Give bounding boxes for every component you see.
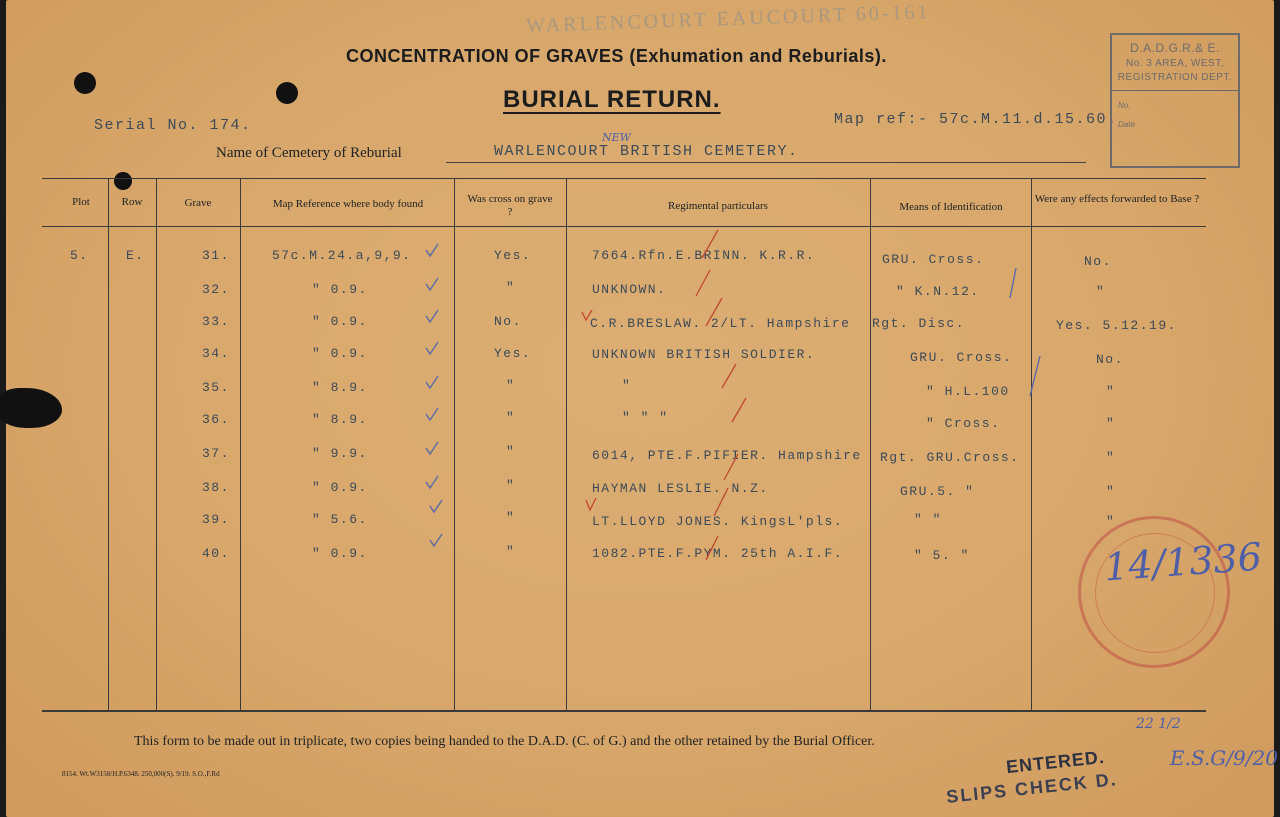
- cell-cross: ": [506, 544, 516, 559]
- cell-effects: ": [1106, 450, 1116, 465]
- file-number-handwriting: 14/1336: [1102, 534, 1264, 590]
- stamp-date-label: Date: [1118, 120, 1135, 129]
- cell-map: 57c.M.24.a,9,9.: [272, 248, 412, 263]
- cell-map: " 9.9.: [312, 446, 368, 461]
- cell-grave: 31.: [202, 248, 230, 263]
- header-map-reference: Map Reference where body found: [272, 198, 424, 210]
- serial-number: Serial No. 174.: [94, 117, 252, 134]
- cell-map: " 0.9.: [312, 314, 368, 329]
- printer-imprint: 8154. Wt.W3158/H.P.6348. 250,000(S). 9/19. S.O.,F.Rd: [62, 770, 220, 778]
- cell-grave: 40.: [202, 546, 230, 561]
- header-means: Means of Identification: [899, 201, 1003, 213]
- cell-grave: 33.: [202, 314, 230, 329]
- cell-map: " 5.6.: [312, 512, 368, 527]
- cell-cross: ": [506, 478, 516, 493]
- cell-grave: 38.: [202, 480, 230, 495]
- cell-cross: ": [506, 378, 516, 393]
- header-effects: Were any effects forwarded to Base ?: [1034, 193, 1200, 205]
- burial-return-form: [6, 0, 1278, 817]
- cemetery-handwritten-note: NEW: [602, 131, 631, 144]
- cell-effects: No.: [1084, 254, 1112, 269]
- cell-regimental: 6014, PTE.F.PIFIER. Hampshire: [592, 448, 862, 463]
- cell-cross: Yes.: [494, 346, 532, 361]
- cell-means: " ": [914, 512, 942, 527]
- cell-effects: ": [1106, 484, 1116, 499]
- stamp-line-1: D.A.D.G.R.& E.: [1130, 41, 1220, 55]
- form-title: CONCENTRATION OF GRAVES (Exhumation and Reburials).: [346, 46, 887, 66]
- cell-map: " 8.9.: [312, 380, 368, 395]
- cell-means: GRU. Cross.: [882, 252, 985, 267]
- entered-stamp: ENTERED.: [1005, 746, 1106, 778]
- cell-grave: 36.: [202, 412, 230, 427]
- cell-map: " 0.9.: [312, 282, 368, 297]
- cell-regimental: C.R.BRESLAW. 2/LT. Hampshire: [590, 316, 851, 331]
- cell-means: GRU. Cross.: [910, 350, 1013, 365]
- cemetery-name: WARLENCOURT BRITISH CEMETERY.: [494, 143, 799, 160]
- cell-cross: ": [506, 280, 516, 295]
- cell-grave: 32.: [202, 282, 230, 297]
- cell-means: " H.L.100: [926, 384, 1010, 399]
- cell-cross: ": [506, 444, 516, 459]
- tick-marks: [6, 0, 1274, 817]
- cell-cross: ": [506, 510, 516, 525]
- cell-regimental: UNKNOWN.: [592, 282, 667, 297]
- header-row: Row: [121, 196, 143, 208]
- cell-effects: ": [1106, 514, 1116, 529]
- cell-map: " 0.9.: [312, 480, 368, 495]
- cell-means: Rgt. Disc.: [872, 316, 966, 331]
- cell-regimental: ": [622, 378, 632, 393]
- stamp-line-3: REGISTRATION DEPT.: [1117, 72, 1233, 83]
- cell-map: " 0.9.: [312, 546, 368, 561]
- header-grave: Grave: [184, 197, 212, 209]
- cell-effects: Yes. 5.12.19.: [1056, 318, 1177, 333]
- cell-grave: 35.: [202, 380, 230, 395]
- cell-means: " Cross.: [926, 416, 1001, 431]
- cell-cross: ": [506, 410, 516, 425]
- cell-effects: No.: [1096, 352, 1124, 367]
- cell-regimental: UNKNOWN BRITISH SOLDIER.: [592, 347, 816, 362]
- initials-date-handwriting: E.S.G/9/20: [1170, 746, 1278, 770]
- cell-grave: 37.: [202, 446, 230, 461]
- cell-means: Rgt. GRU.Cross.: [880, 450, 1020, 465]
- header-plot: Plot: [72, 196, 90, 208]
- cell-cross: No.: [494, 314, 522, 329]
- cell-effects: ": [1096, 284, 1106, 299]
- cell-means: " K.N.12.: [896, 284, 980, 299]
- cell-means: GRU.5. ": [900, 484, 975, 499]
- cell-effects: ": [1106, 384, 1116, 399]
- stamp-line-2: No. 3 AREA, WEST,: [1126, 58, 1224, 69]
- margin-fraction-handwriting: 22 1/2: [1136, 716, 1181, 732]
- slips-checked-stamp: SLIPS CHECK D.: [945, 769, 1119, 807]
- cell-map: " 0.9.: [312, 346, 368, 361]
- cell-row: E.: [126, 248, 145, 263]
- top-handwriting: WARLENCOURT EAUCOURT 60-161: [525, 0, 931, 38]
- header-regimental: Regimental particulars: [668, 200, 768, 212]
- cell-grave: 39.: [202, 512, 230, 527]
- cell-regimental: " " ": [622, 410, 669, 425]
- cell-regimental: 7664.Rfn.E.BRINN. K.R.R.: [592, 248, 816, 263]
- cell-regimental: HAYMAN LESLIE. N.Z.: [592, 481, 769, 496]
- cell-plot: 5.: [70, 248, 89, 263]
- footer-instruction: This form to be made out in triplicate, two copies being handed to the D.A.D. (C. of G.) and the other retained by the Burial Officer.: [134, 734, 875, 749]
- cemetery-label: Name of Cemetery of Reburial: [216, 145, 402, 161]
- cell-regimental: 1082.PTE.F.PYM. 25th A.I.F.: [592, 546, 844, 561]
- cell-map: " 8.9.: [312, 412, 368, 427]
- form-subtitle: BURIAL RETURN.: [503, 86, 721, 113]
- header-cross: Was cross on grave ?: [467, 193, 553, 218]
- map-reference: Map ref:- 57c.M.11.d.15.60.: [834, 111, 1118, 128]
- stamp-no-label: No.: [1118, 101, 1131, 110]
- cell-effects: ": [1106, 416, 1116, 431]
- cell-grave: 34.: [202, 346, 230, 361]
- cell-means: " 5. ": [914, 548, 970, 563]
- cell-cross: Yes.: [494, 248, 532, 263]
- cell-regimental: LT.LLOYD JONES. KingsL'pls.: [592, 514, 844, 529]
